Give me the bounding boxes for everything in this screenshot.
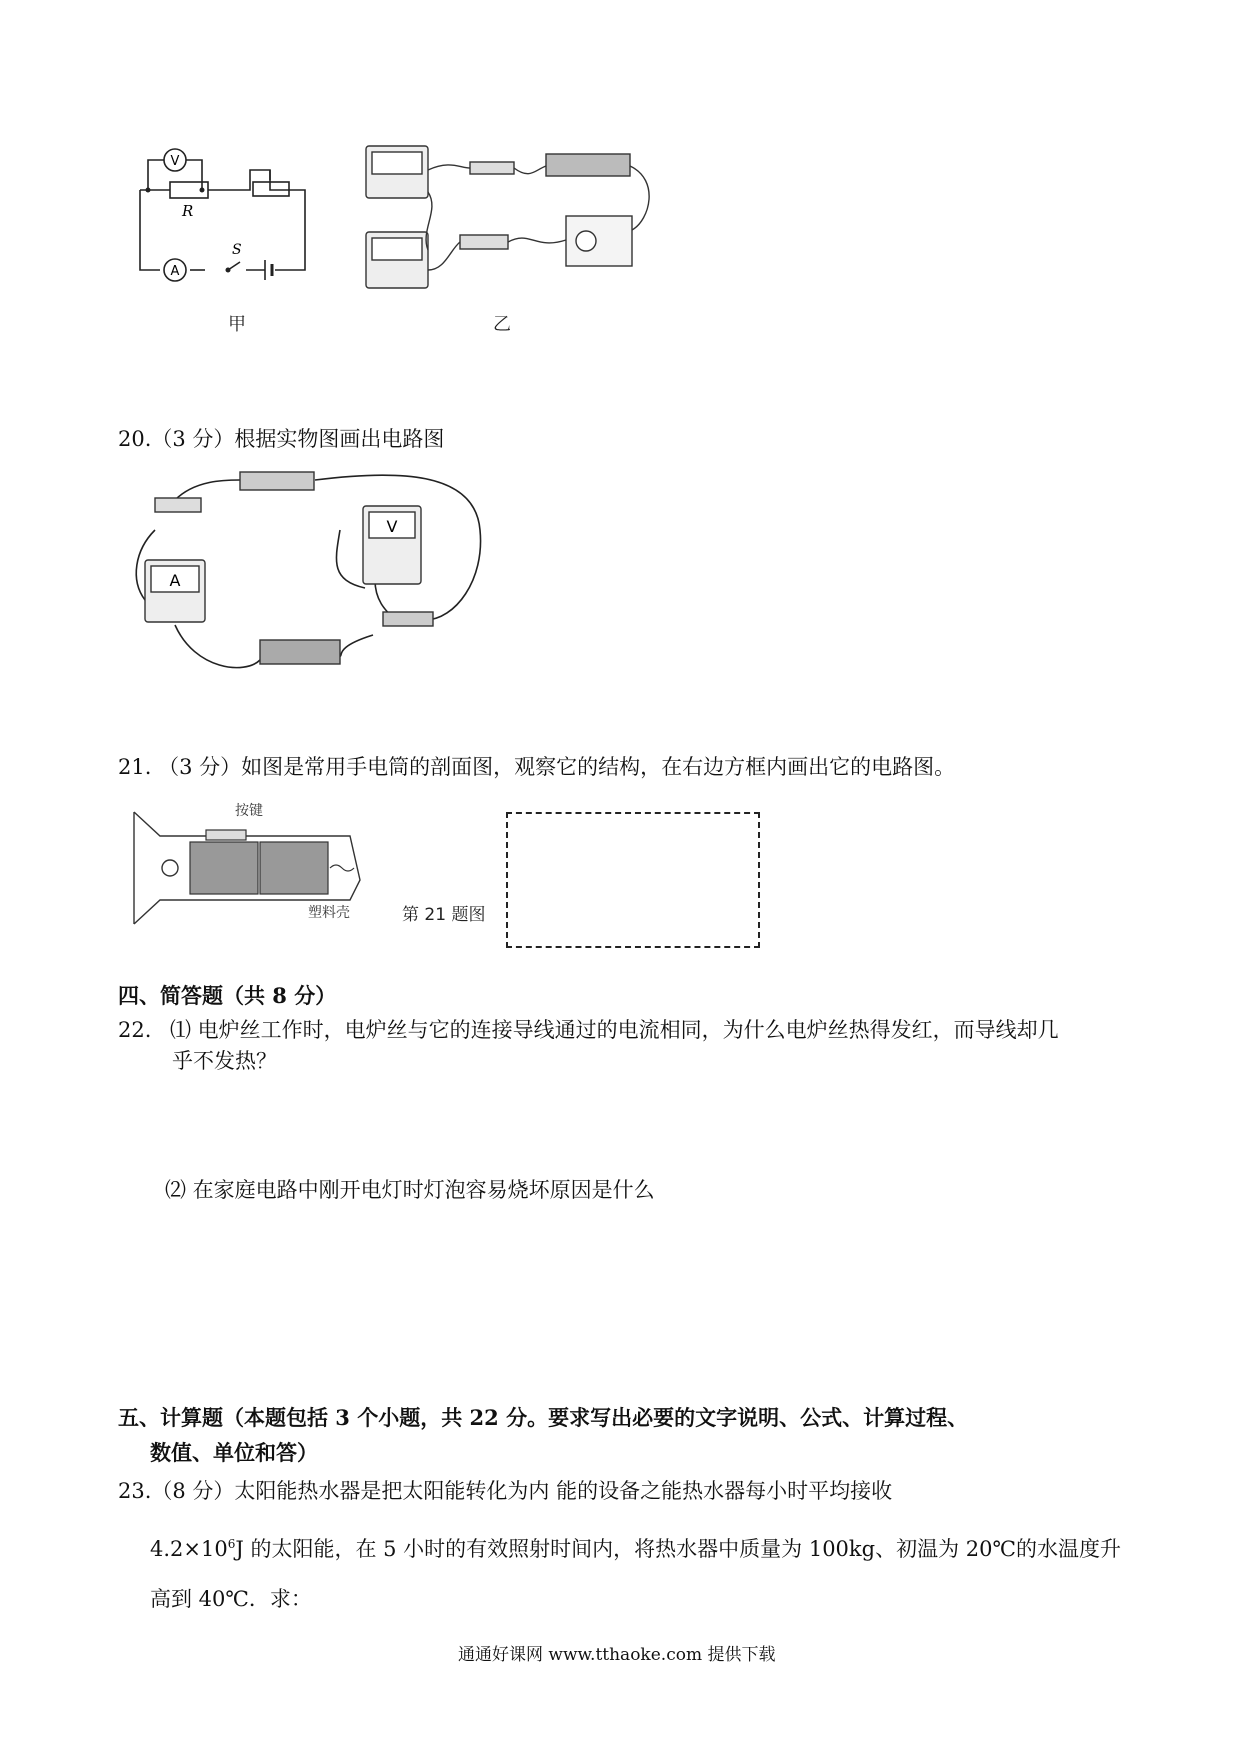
ammeter-label: A: [170, 264, 180, 279]
switch-label: S: [232, 242, 242, 258]
question-23-line2-text: J 的太阳能，在 5 小时的有效照射时间内，将热水器中质量为 100kg、初温为 20℃的水温度升: [235, 1537, 1121, 1561]
question-22-number: 22.: [118, 1018, 152, 1042]
energy-exponent: 6: [227, 1537, 236, 1551]
question-22-part2: ⑵ 在家庭电路中刚开电灯时灯泡容易烧坏原因是什么: [165, 1178, 655, 1202]
question-23-line2: [150, 1529, 1121, 1564]
resistor-label: R: [182, 202, 194, 220]
figure-21-caption: 第 21 题图: [402, 905, 486, 925]
question-20: 20.（3 分）根据实物图画出电路图: [118, 427, 445, 451]
section-4-title: 四、简答题（共 8 分）: [118, 983, 337, 1008]
page-footer: 通通好课网 www.tthaoke.com 提供下载: [458, 1645, 776, 1665]
answer-box-q21[interactable]: [506, 812, 760, 948]
question-22-part1-line1: ⑴ 电炉丝工作时，电炉丝与它的连接导线通过的电流相同，为什么电炉丝热得发红，而导线却几: [170, 1018, 1059, 1042]
section-5-title-line1: 五、计算题（本题包括 3 个小题，共 22 分。要求写出必要的文字说明、公式、计算过程、: [118, 1405, 969, 1430]
figure-jia-circuit: [120, 120, 360, 290]
voltmeter-label: V: [386, 517, 398, 536]
figure-flashlight: [130, 800, 370, 920]
figure-q20-apparatus: [135, 470, 495, 690]
label-shell: 塑料壳: [308, 905, 350, 921]
section-5-title-line2: 数值、单位和答）: [150, 1440, 318, 1465]
question-21: 21. （3 分）如图是常用手电筒的剖面图，观察它的结构，在右边方框内画出它的电路图。: [118, 755, 956, 779]
figure-yi-apparatus: [360, 140, 670, 300]
energy-value: 4.2×10: [150, 1537, 228, 1561]
question-23-line3: 高到 40℃．求：: [150, 1587, 312, 1611]
question-23-line1: 23.（8 分）太阳能热水器是把太阳能转化为内 能的设备之能热水器每小时平均接收: [118, 1479, 893, 1503]
voltmeter-label: V: [170, 154, 180, 169]
figure-label-yi: 乙: [493, 314, 511, 335]
ammeter-label: A: [169, 571, 181, 590]
label-button: 按键: [235, 803, 263, 819]
figure-label-jia: 甲: [228, 314, 246, 335]
question-22-part1-line2: 乎不发热？: [172, 1049, 277, 1073]
circuit-diagram: [120, 120, 360, 290]
